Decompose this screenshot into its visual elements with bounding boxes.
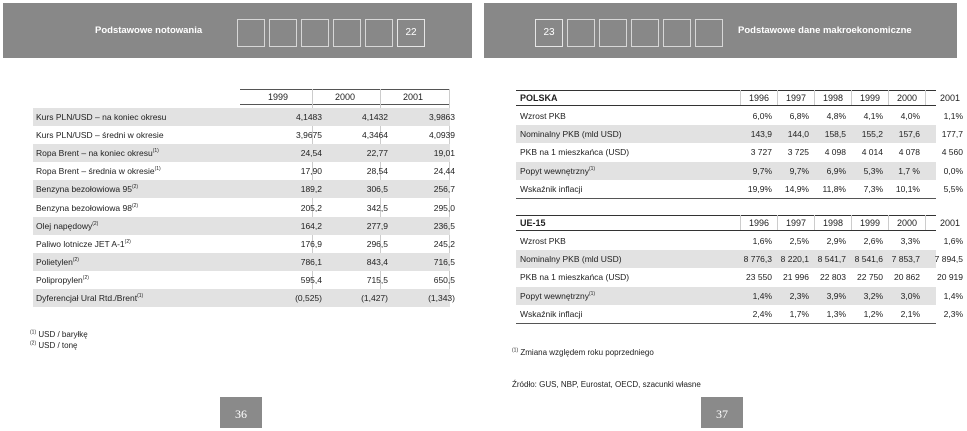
row-label: Ropa Brent – średnia w okresie bbox=[36, 166, 155, 177]
cell-value: 0,0% bbox=[943, 165, 963, 176]
left-header-bar bbox=[3, 3, 472, 58]
cell-value: 6,8% bbox=[789, 111, 809, 121]
cell-value: 2,3% bbox=[943, 308, 963, 319]
cell-value: 17,90 bbox=[300, 166, 322, 177]
cell-value: 843,4 bbox=[366, 256, 388, 267]
cell-value: 9,7% bbox=[789, 165, 809, 176]
row-label-wrap bbox=[520, 291, 595, 301]
cell-value: 2,1% bbox=[900, 308, 920, 319]
cell-value: 650,5 bbox=[433, 274, 455, 285]
left-table-header bbox=[240, 90, 450, 104]
row-label: Benzyna bezołowiowa 95 bbox=[36, 184, 132, 195]
cell-value: 306,5 bbox=[366, 184, 388, 195]
cell-value: 3,0% bbox=[900, 290, 920, 301]
row-label: Olej napędowy bbox=[36, 220, 93, 231]
right-page bbox=[484, 0, 963, 428]
cell-value: 22 750 bbox=[857, 272, 883, 283]
cell-value: 9,7% bbox=[752, 165, 772, 176]
cell-value: 176,9 bbox=[300, 238, 322, 249]
row-label: Nominalny PKB (mld USD) bbox=[520, 129, 622, 140]
table-row bbox=[516, 305, 963, 323]
table-row bbox=[33, 180, 455, 198]
row-label-wrap bbox=[520, 166, 595, 176]
cell-value: 19,01 bbox=[433, 148, 455, 159]
row-label-wrap bbox=[36, 148, 159, 158]
header-box bbox=[663, 19, 691, 47]
cell-value: 4,3464 bbox=[362, 130, 388, 141]
table-row bbox=[516, 125, 963, 143]
cell-value: 2,5% bbox=[789, 236, 809, 246]
cell-value: 4,1483 bbox=[296, 112, 322, 122]
table-header bbox=[516, 215, 961, 231]
right-page-box-number: 23 bbox=[535, 19, 563, 47]
cell-value: 20 919 bbox=[937, 272, 963, 283]
table-header-rule bbox=[240, 104, 450, 105]
cell-value: 3,2% bbox=[863, 290, 883, 301]
row-label-wrap bbox=[36, 184, 138, 194]
cell-value: 7 853,7 bbox=[891, 254, 920, 265]
year-header: 2001 bbox=[939, 218, 961, 228]
cell-value: 23 550 bbox=[746, 272, 772, 283]
cell-value: 155,2 bbox=[861, 129, 883, 140]
year-header: 1999 bbox=[859, 93, 881, 103]
footnote-marker: (2) bbox=[131, 202, 139, 209]
row-label: Benzyna bezołowiowa 98 bbox=[36, 202, 132, 213]
column-divider bbox=[851, 90, 852, 105]
cell-value: 10,1% bbox=[895, 183, 920, 194]
table-row bbox=[33, 271, 455, 289]
cell-value: 21 996 bbox=[783, 272, 809, 283]
row-label-wrap bbox=[520, 147, 629, 157]
cell-value: 1,2% bbox=[863, 308, 883, 319]
cell-value: 4,8% bbox=[826, 111, 846, 121]
year-header: 2000 bbox=[896, 93, 918, 103]
cell-value: 11,8% bbox=[822, 183, 846, 194]
footnote-marker: (2) bbox=[72, 256, 79, 263]
cell-value: 1,1% bbox=[943, 111, 963, 121]
year-header: 2000 bbox=[896, 218, 918, 228]
cell-value: 3,9863 bbox=[429, 112, 455, 122]
year-header: 1999 bbox=[859, 218, 881, 228]
cell-value: 8 541,7 bbox=[817, 254, 846, 265]
table-row bbox=[33, 199, 455, 217]
cell-value: 5,3% bbox=[863, 165, 883, 176]
footnote-marker: (2) bbox=[92, 220, 99, 227]
year-header: 1996 bbox=[748, 93, 770, 103]
row-label-wrap bbox=[520, 111, 566, 121]
cell-value: 786,1 bbox=[300, 256, 322, 267]
cell-value: 157,6 bbox=[898, 129, 920, 140]
table-row bbox=[33, 126, 455, 144]
footnote-1: $^{(1)}$ USD / baryłkę bbox=[30, 329, 88, 339]
cell-value: 22 803 bbox=[820, 272, 846, 283]
right-header-title: Podstawowe dane makroekonomiczne bbox=[738, 25, 912, 36]
footnote-1: $^{(1)}$ Zmiana względem roku poprzedniego bbox=[512, 347, 654, 357]
table-row bbox=[516, 180, 963, 198]
cell-value: 28,54 bbox=[366, 166, 388, 177]
row-label-wrap bbox=[520, 236, 566, 246]
cell-value: 189,2 bbox=[300, 184, 322, 195]
cell-value: 4 560 bbox=[941, 147, 963, 158]
footnote-marker: (1) bbox=[588, 290, 596, 297]
cell-value: 277,9 bbox=[366, 220, 388, 231]
row-label: Kurs PLN/USD – średni w okresie bbox=[36, 130, 164, 141]
row-label: PKB na 1 mieszkańca (USD) bbox=[520, 272, 630, 283]
year-header: 1996 bbox=[748, 218, 770, 228]
cell-value: 2,3% bbox=[789, 290, 809, 301]
cell-value: 164,2 bbox=[300, 220, 322, 231]
footnote-marker: (1) bbox=[137, 293, 144, 300]
column-divider bbox=[740, 90, 741, 105]
row-label-wrap bbox=[36, 203, 138, 213]
cell-value: 6,9% bbox=[826, 165, 846, 176]
row-label-wrap bbox=[520, 184, 582, 194]
row-label: Nominalny PKB (mld USD) bbox=[520, 254, 622, 265]
cell-value: 22,77 bbox=[366, 148, 388, 159]
year-header: 2001 bbox=[939, 93, 961, 103]
cell-value: 4 078 bbox=[898, 147, 920, 158]
cell-value: 7 894,5 bbox=[934, 254, 963, 265]
cell-value: 295,0 bbox=[433, 202, 455, 213]
table-row bbox=[516, 107, 963, 125]
left-page-box-number: 22 bbox=[397, 19, 425, 47]
left-page bbox=[0, 0, 472, 428]
row-label: Paliwo lotnicze JET A-1 bbox=[36, 238, 125, 249]
cell-value: 715,5 bbox=[366, 274, 388, 285]
year-header: 1997 bbox=[785, 93, 807, 103]
cell-value: 2,4% bbox=[752, 308, 772, 319]
table-row bbox=[33, 235, 455, 253]
cell-value: 245,2 bbox=[433, 238, 455, 249]
cell-value: 158,5 bbox=[824, 129, 846, 140]
page-gutter bbox=[472, 0, 484, 428]
table-row bbox=[516, 268, 963, 286]
row-label: Wskaźnik inflacji bbox=[520, 308, 583, 319]
year-header: 1998 bbox=[822, 218, 844, 228]
cell-value: 24,54 bbox=[300, 148, 322, 159]
row-label-wrap bbox=[520, 309, 582, 319]
table-title: UE-15 bbox=[520, 218, 546, 228]
cell-value: 2,9% bbox=[826, 236, 846, 246]
column-divider bbox=[814, 215, 815, 230]
cell-value: 1,4% bbox=[752, 290, 772, 301]
cell-value: 296,5 bbox=[366, 238, 388, 249]
cell-value: 1,4% bbox=[943, 290, 963, 301]
cell-value: 716,5 bbox=[433, 256, 455, 267]
table-bottom-rule bbox=[516, 198, 936, 199]
cell-value: 342,5 bbox=[366, 202, 388, 213]
column-divider bbox=[851, 215, 852, 230]
table-row bbox=[33, 162, 455, 180]
cell-value: 20 862 bbox=[894, 272, 920, 283]
table-row bbox=[516, 143, 963, 161]
row-label-wrap bbox=[36, 293, 143, 303]
footnote-2: $^{(2)}$ USD / tonę bbox=[30, 340, 78, 350]
column-divider bbox=[777, 90, 778, 105]
right-header-bar bbox=[484, 3, 957, 58]
footnote-marker: (1) bbox=[588, 165, 596, 172]
cell-value: 4 014 bbox=[861, 147, 883, 158]
row-label-wrap bbox=[520, 272, 629, 282]
row-label-wrap bbox=[36, 239, 131, 249]
column-divider bbox=[925, 90, 926, 105]
row-label: Kurs PLN/USD – na koniec okresu bbox=[36, 112, 167, 122]
cell-value: 8 220,1 bbox=[780, 254, 809, 265]
table-row bbox=[516, 162, 963, 180]
table-row bbox=[516, 287, 963, 305]
header-box bbox=[237, 19, 265, 47]
table-bottom-rule bbox=[516, 323, 936, 324]
row-label-wrap bbox=[36, 275, 89, 285]
header-box bbox=[269, 19, 297, 47]
row-label-wrap bbox=[520, 129, 622, 139]
header-box bbox=[567, 19, 595, 47]
cell-value: 24,44 bbox=[433, 166, 455, 177]
cell-value: 256,7 bbox=[433, 184, 455, 195]
footnote-marker: (2) bbox=[124, 238, 131, 245]
cell-value: 4,1% bbox=[863, 111, 883, 121]
header-box bbox=[631, 19, 659, 47]
header-box bbox=[333, 19, 361, 47]
row-label: Wzrost PKB bbox=[520, 236, 566, 246]
cell-value: 1,3% bbox=[826, 308, 846, 319]
cell-value: 14,9% bbox=[784, 183, 809, 194]
cell-value: 4 098 bbox=[824, 147, 846, 158]
cell-value: 8 541,6 bbox=[854, 254, 883, 265]
row-label: Popyt wewnętrzny bbox=[520, 165, 589, 176]
column-divider bbox=[777, 215, 778, 230]
row-label: Polietylen bbox=[36, 256, 73, 267]
table-row bbox=[33, 289, 455, 307]
year-header: 1999 bbox=[267, 92, 288, 102]
cell-value: 19,9% bbox=[747, 183, 772, 194]
cell-value: 1,6% bbox=[943, 236, 963, 246]
column-divider bbox=[888, 215, 889, 230]
cell-value: 4,0939 bbox=[429, 130, 455, 141]
column-divider bbox=[888, 90, 889, 105]
left-page-number: 36 bbox=[220, 397, 262, 428]
cell-value: 4,1432 bbox=[362, 112, 388, 122]
cell-value: 1,7% bbox=[789, 308, 809, 319]
header-box bbox=[599, 19, 627, 47]
footnote-marker: (1) bbox=[154, 166, 161, 173]
cell-value: 236,5 bbox=[433, 220, 455, 231]
right-page-number: 37 bbox=[701, 397, 743, 428]
column-divider bbox=[925, 215, 926, 230]
table-row bbox=[516, 250, 963, 268]
table-header bbox=[516, 90, 961, 106]
cell-value: 144,0 bbox=[787, 129, 809, 140]
cell-value: 8 776,3 bbox=[743, 254, 772, 265]
row-label: Polipropylen bbox=[36, 274, 83, 285]
cell-value: 177,7 bbox=[941, 129, 963, 140]
row-label: Wskaźnik inflacji bbox=[520, 183, 583, 194]
cell-value: (1,427) bbox=[361, 293, 388, 303]
cell-value: (0,525) bbox=[295, 293, 322, 303]
footnote-marker: (2) bbox=[131, 184, 139, 191]
row-label-wrap bbox=[36, 257, 79, 267]
table-title: POLSKA bbox=[520, 93, 558, 103]
cell-value: (1,343) bbox=[428, 293, 455, 303]
table-row bbox=[33, 144, 455, 162]
cell-value: 6,0% bbox=[752, 111, 772, 121]
column-divider bbox=[814, 90, 815, 105]
cell-value: 3,3% bbox=[900, 236, 920, 246]
header-box bbox=[695, 19, 723, 47]
cell-value: 1,7 % bbox=[898, 165, 920, 176]
year-header: 2000 bbox=[334, 92, 355, 102]
cell-value: 3 725 bbox=[787, 147, 809, 158]
header-box bbox=[365, 19, 393, 47]
source-note: Źródło: GUS, NBP, Eurostat, OECD, szacunki własne bbox=[512, 380, 701, 389]
year-header: 2001 bbox=[402, 92, 423, 102]
table-row bbox=[33, 108, 455, 126]
row-label: Popyt wewnętrzny bbox=[520, 290, 589, 301]
cell-value: 7,3% bbox=[863, 183, 883, 194]
cell-value: 143,9 bbox=[750, 129, 772, 140]
cell-value: 595,4 bbox=[300, 274, 322, 285]
year-header: 1998 bbox=[822, 93, 844, 103]
cell-value: 5,5% bbox=[943, 183, 963, 194]
row-label-wrap bbox=[36, 166, 161, 176]
cell-value: 2,6% bbox=[863, 236, 883, 246]
header-box bbox=[301, 19, 329, 47]
footnote-marker: (1) bbox=[152, 148, 159, 155]
cell-value: 3,9675 bbox=[296, 130, 322, 141]
row-label: Ropa Brent – na koniec okresu bbox=[36, 148, 153, 159]
table-row bbox=[33, 217, 455, 235]
table-row bbox=[516, 232, 963, 250]
row-label-wrap bbox=[36, 221, 98, 231]
footnote-marker: (2) bbox=[82, 275, 89, 282]
row-label: Dyferencjał Ural Rtd./Brent bbox=[36, 293, 138, 303]
cell-value: 3 727 bbox=[750, 147, 772, 158]
cell-value: 3,9% bbox=[826, 290, 846, 301]
left-header-title: Podstawowe notowania bbox=[95, 25, 203, 36]
cell-value: 4,0% bbox=[900, 111, 920, 121]
column-divider bbox=[740, 215, 741, 230]
cell-value: 1,6% bbox=[752, 236, 772, 246]
row-label: Wzrost PKB bbox=[520, 111, 566, 121]
row-label: PKB na 1 mieszkańca (USD) bbox=[520, 147, 630, 158]
table-row bbox=[33, 253, 455, 271]
row-label-wrap bbox=[520, 254, 622, 264]
cell-value: 205,2 bbox=[300, 202, 322, 213]
year-header: 1997 bbox=[785, 218, 807, 228]
